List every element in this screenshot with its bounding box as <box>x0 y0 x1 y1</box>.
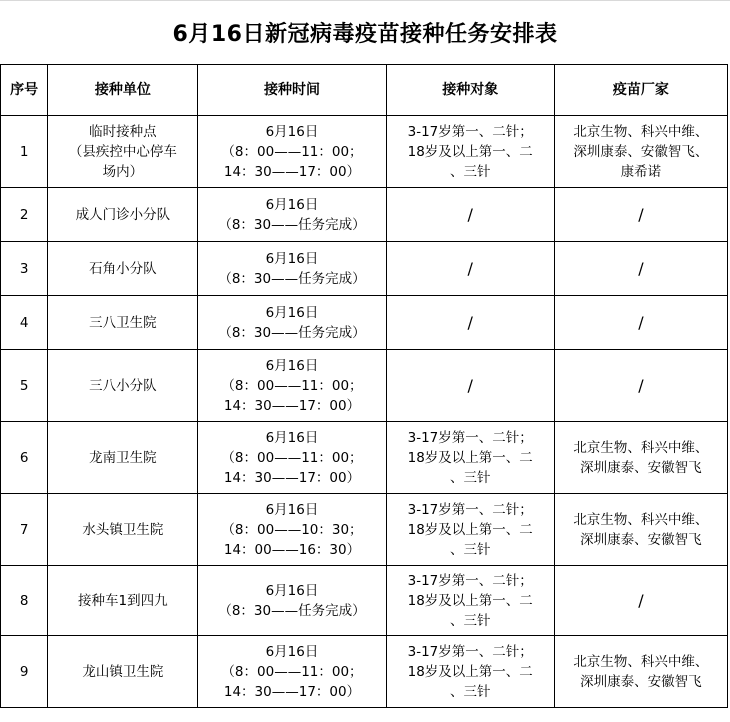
header-target: 接种对象 <box>386 65 554 116</box>
cell-time <box>198 566 386 636</box>
cell-vendor <box>554 242 727 296</box>
cell-target-line: 18岁及以上第一、二 <box>407 521 533 538</box>
cell-target-line: 、三针 <box>449 612 491 629</box>
cell-time-line: 14：00——16：30） <box>223 541 361 558</box>
cell-unit-line: 三八卫生院 <box>89 314 157 331</box>
cell-unit <box>48 350 198 422</box>
header-vendor: 疫苗厂家 <box>554 65 727 116</box>
cell-unit <box>48 116 198 188</box>
cell-index: 2 <box>1 188 48 242</box>
cell-index: 1 <box>1 116 48 188</box>
table-row <box>1 116 728 188</box>
cell-unit-line: 三八小分队 <box>89 377 157 394</box>
table-row <box>1 422 728 494</box>
cell-time-line: 14：30——17：00） <box>223 397 361 414</box>
cell-time <box>198 116 386 188</box>
cell-vendor-line: / <box>638 312 644 332</box>
cell-time-line: 6月16日 <box>265 357 319 374</box>
cell-time-line: （8：30——任务完成） <box>218 602 366 619</box>
cell-time-line: （8：00——10：30； <box>221 521 363 538</box>
cell-unit-line: 临时接种点 <box>89 123 157 140</box>
cell-target-line: 18岁及以上第一、二 <box>407 663 533 680</box>
cell-target-line: / <box>467 375 473 395</box>
cell-time-line: 6月16日 <box>265 582 319 599</box>
cell-unit-line: 接种车1到四九 <box>78 592 168 609</box>
cell-time <box>198 494 386 566</box>
cell-vendor-line: / <box>638 375 644 395</box>
cell-time-line: （8：30——任务完成） <box>218 216 366 233</box>
cell-time-line: 14：30——17：00） <box>223 469 361 486</box>
cell-index: 4 <box>1 296 48 350</box>
cell-index: 5 <box>1 350 48 422</box>
cell-time <box>198 422 386 494</box>
cell-time-line: 6月16日 <box>265 250 319 267</box>
cell-time-line: 14：30——17：00） <box>223 683 361 700</box>
cell-target <box>386 296 554 350</box>
schedule-table <box>0 64 728 708</box>
cell-target <box>386 188 554 242</box>
cell-target <box>386 494 554 566</box>
cell-unit-line: （县疾控中心停车 <box>68 143 177 160</box>
cell-index: 6 <box>1 422 48 494</box>
cell-time-line: 6月16日 <box>265 501 319 518</box>
cell-unit-line: 水头镇卫生院 <box>82 521 164 538</box>
cell-target-line: 3-17岁第一、二针； <box>407 643 533 660</box>
cell-vendor-line: 深圳康泰、安徽智飞 <box>580 459 702 476</box>
cell-time-line: 6月16日 <box>265 643 319 660</box>
header-time: 接种时间 <box>198 65 386 116</box>
cell-target-line: / <box>467 312 473 332</box>
cell-vendor-line: 深圳康泰、安徽智飞 <box>580 531 702 548</box>
cell-time-line: 6月16日 <box>265 304 319 321</box>
cell-unit <box>48 296 198 350</box>
cell-target-line: 3-17岁第一、二针； <box>407 501 533 518</box>
cell-target-line: / <box>467 204 473 224</box>
cell-target-line: 、三针 <box>449 541 491 558</box>
cell-unit-line: 龙南卫生院 <box>89 449 157 466</box>
cell-vendor <box>554 494 727 566</box>
table-row <box>1 350 728 422</box>
cell-index: 8 <box>1 566 48 636</box>
cell-time-line: （8：30——任务完成） <box>218 270 366 287</box>
table-row <box>1 296 728 350</box>
page-title: 6月16日新冠病毒疫苗接种任务安排表 <box>172 21 558 47</box>
cell-target-line: 3-17岁第一、二针； <box>407 123 533 140</box>
cell-time <box>198 188 386 242</box>
cell-target-line: 、三针 <box>449 469 491 486</box>
cell-target-line: 18岁及以上第一、二 <box>407 592 533 609</box>
cell-vendor-line: / <box>638 258 644 278</box>
table-row <box>1 242 728 296</box>
cell-vendor-line: 北京生物、科兴中维、 <box>573 653 709 670</box>
cell-target-line: 3-17岁第一、二针； <box>407 429 533 446</box>
cell-unit-line: 场内） <box>102 163 144 180</box>
cell-time-line: （8：30——任务完成） <box>218 324 366 341</box>
table-row <box>1 636 728 708</box>
cell-vendor <box>554 350 727 422</box>
cell-target-line: 18岁及以上第一、二 <box>407 143 533 160</box>
cell-vendor-line: / <box>638 204 644 224</box>
cell-target-line: 18岁及以上第一、二 <box>407 449 533 466</box>
cell-unit <box>48 242 198 296</box>
cell-time <box>198 242 386 296</box>
cell-time-line: （8：00——11：00； <box>221 663 363 680</box>
cell-time-line: 6月16日 <box>265 429 319 446</box>
header-unit: 接种单位 <box>48 65 198 116</box>
cell-vendor <box>554 188 727 242</box>
cell-time <box>198 296 386 350</box>
header-index: 序号 <box>1 65 48 116</box>
cell-time-line: 6月16日 <box>265 123 319 140</box>
cell-vendor-line: 深圳康泰、安徽智飞、 <box>573 143 709 160</box>
header-row <box>1 65 728 116</box>
cell-time-line: （8：00——11：00； <box>221 143 363 160</box>
cell-time-line: 14：30——17：00） <box>223 163 361 180</box>
cell-vendor-line: 北京生物、科兴中维、 <box>573 511 709 528</box>
cell-unit <box>48 636 198 708</box>
cell-target-line: / <box>467 258 473 278</box>
cell-vendor <box>554 116 727 188</box>
cell-unit-line: 石角小分队 <box>89 260 157 277</box>
cell-index: 9 <box>1 636 48 708</box>
cell-target <box>386 422 554 494</box>
cell-vendor-line: 北京生物、科兴中维、 <box>573 123 709 140</box>
cell-unit <box>48 494 198 566</box>
cell-target <box>386 566 554 636</box>
table-row <box>1 566 728 636</box>
table-row <box>1 188 728 242</box>
cell-time <box>198 636 386 708</box>
cell-unit-line: 成人门诊小分队 <box>75 206 171 223</box>
cell-target-line: 、三针 <box>449 683 491 700</box>
cell-vendor-line: 深圳康泰、安徽智飞 <box>580 673 702 690</box>
cell-time-line: 6月16日 <box>265 196 319 213</box>
cell-vendor <box>554 636 727 708</box>
cell-time-line: （8：00——11：00； <box>221 449 363 466</box>
cell-target-line: 3-17岁第一、二针； <box>407 572 533 589</box>
cell-vendor <box>554 296 727 350</box>
cell-time-line: （8：00——11：00； <box>221 377 363 394</box>
cell-vendor <box>554 566 727 636</box>
cell-time <box>198 350 386 422</box>
cell-target-line: 、三针 <box>449 163 491 180</box>
cell-vendor-line: 北京生物、科兴中维、 <box>573 439 709 456</box>
cell-vendor-line: / <box>638 590 644 610</box>
cell-target <box>386 116 554 188</box>
cell-index: 3 <box>1 242 48 296</box>
cell-vendor <box>554 422 727 494</box>
cell-vendor-line: 康希诺 <box>620 163 662 180</box>
cell-index: 7 <box>1 494 48 566</box>
cell-target <box>386 636 554 708</box>
table-row <box>1 494 728 566</box>
cell-target <box>386 350 554 422</box>
cell-unit <box>48 422 198 494</box>
cell-unit <box>48 566 198 636</box>
cell-target <box>386 242 554 296</box>
cell-unit <box>48 188 198 242</box>
cell-unit-line: 龙山镇卫生院 <box>82 663 164 680</box>
